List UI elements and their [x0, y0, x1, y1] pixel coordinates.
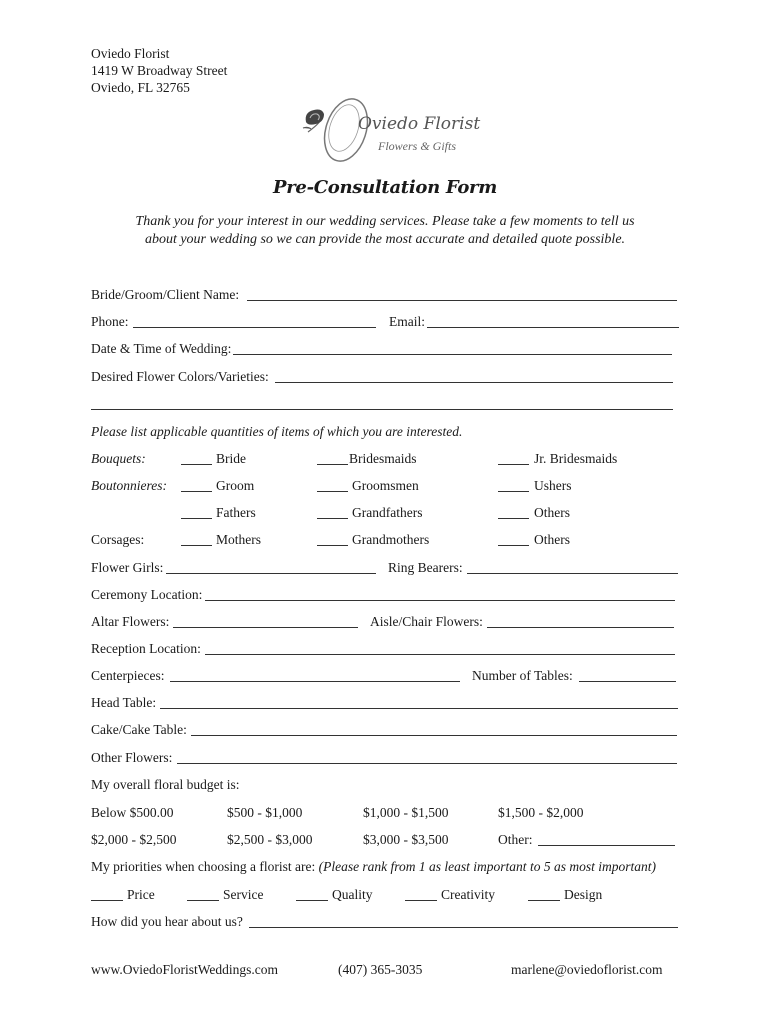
groom-label: Groom: [216, 478, 255, 493]
mothers-label: Mothers: [216, 532, 261, 547]
name-field[interactable]: [247, 300, 677, 301]
intro-line-2: about your wedding so we can provide the most accurate and detailed quote possible.: [144, 232, 626, 247]
hear-field[interactable]: [249, 927, 678, 928]
reception-label: Reception Location:: [91, 641, 201, 656]
other-flowers-label: Other Flowers:: [91, 750, 173, 765]
budget-other-field[interactable]: [538, 845, 675, 846]
footer-website[interactable]: www.OviedoFloristWeddings.com: [91, 962, 279, 977]
bridesmaids-label: Bridesmaids: [349, 451, 417, 466]
others-1-qty-field[interactable]: [498, 518, 529, 519]
service-rank-field[interactable]: [187, 900, 219, 901]
groomsmen-qty-field[interactable]: [317, 491, 348, 492]
date-label: Date & Time of Wedding:: [91, 341, 232, 356]
priority-price-label: Price: [127, 887, 155, 902]
ring-bearers-label: Ring Bearers:: [388, 560, 463, 575]
quality-rank-field[interactable]: [296, 900, 328, 901]
budget-option[interactable]: $2,500 - $3,000: [227, 832, 313, 847]
colors-field[interactable]: [275, 382, 673, 383]
priorities-note: (Please rank from 1 as least important to 5 as most important): [318, 859, 656, 874]
phone-label: Phone:: [91, 314, 129, 329]
others-2-qty-field[interactable]: [498, 545, 529, 546]
date-field[interactable]: [233, 354, 672, 355]
bridesmaids-qty-field[interactable]: [317, 464, 348, 465]
phone-field[interactable]: [133, 327, 376, 328]
tables-label: Number of Tables:: [472, 668, 573, 683]
centerpieces-label: Centerpieces:: [91, 668, 165, 683]
email-label: Email:: [389, 314, 425, 329]
groom-qty-field[interactable]: [181, 491, 212, 492]
budget-option[interactable]: $3,000 - $3,500: [363, 832, 449, 847]
ushers-label: Ushers: [534, 478, 572, 493]
name-label: Bride/Groom/Client Name:: [91, 287, 240, 302]
grandmothers-qty-field[interactable]: [317, 545, 348, 546]
street-address: 1419 W Broadway Street: [91, 63, 228, 78]
flower-girls-label: Flower Girls:: [91, 560, 164, 575]
aisle-field[interactable]: [487, 627, 674, 628]
ushers-qty-field[interactable]: [498, 491, 529, 492]
bride-label: Bride: [216, 451, 246, 466]
rose-icon: [303, 110, 324, 133]
budget-option[interactable]: $1,500 - $2,000: [498, 805, 584, 820]
creativity-rank-field[interactable]: [405, 900, 437, 901]
cake-field[interactable]: [191, 735, 677, 736]
budget-other-label: Other:: [498, 832, 533, 847]
priority-service-label: Service: [223, 887, 264, 902]
others-2-label: Others: [534, 532, 570, 547]
head-table-field[interactable]: [160, 708, 678, 709]
design-rank-field[interactable]: [528, 900, 560, 901]
colors-label: Desired Flower Colors/Varieties:: [91, 369, 269, 384]
budget-option[interactable]: $1,000 - $1,500: [363, 805, 449, 820]
footer-email[interactable]: marlene@oviedoflorist.com: [511, 962, 663, 977]
mothers-qty-field[interactable]: [181, 545, 212, 546]
priority-design-label: Design: [564, 887, 603, 902]
flower-girls-field[interactable]: [166, 573, 376, 574]
altar-field[interactable]: [173, 627, 358, 628]
logo: [300, 90, 481, 165]
logo-main-text: Oviedo Florist: [358, 114, 481, 134]
boutonnieres-label: Boutonnieres:: [91, 478, 167, 493]
priorities-label-text: My priorities when choosing a florist are:: [91, 859, 316, 874]
aisle-label: Aisle/Chair Flowers:: [370, 614, 483, 629]
logo-sub-text: Flowers & Gifts: [378, 139, 457, 153]
budget-label: My overall floral budget is:: [91, 777, 240, 792]
ceremony-label: Ceremony Location:: [91, 587, 203, 602]
intro-line-1: Thank you for your interest in our wedding services. Please take a few moments to tell us: [135, 214, 635, 229]
grandfathers-label: Grandfathers: [352, 505, 423, 520]
hear-label: How did you hear about us?: [91, 914, 243, 929]
ceremony-field[interactable]: [205, 600, 675, 601]
budget-option[interactable]: $500 - $1,000: [227, 805, 303, 820]
price-rank-field[interactable]: [91, 900, 123, 901]
corsages-label: Corsages:: [91, 532, 145, 547]
centerpieces-field[interactable]: [170, 681, 460, 682]
footer-phone[interactable]: (407) 365-3035: [338, 962, 423, 977]
groomsmen-label: Groomsmen: [352, 478, 419, 493]
jr-bridesmaids-label: Jr. Bridesmaids: [534, 451, 618, 466]
bouquets-label: Bouquets:: [91, 451, 146, 466]
fathers-label: Fathers: [216, 505, 256, 520]
tables-field[interactable]: [579, 681, 676, 682]
priority-creativity-label: Creativity: [441, 887, 495, 902]
altar-label: Altar Flowers:: [91, 614, 170, 629]
jr-bridesmaids-qty-field[interactable]: [498, 464, 529, 465]
form-title: Pre-Consultation Form: [273, 177, 497, 198]
priority-quality-label: Quality: [332, 887, 373, 902]
reception-field[interactable]: [205, 654, 675, 655]
grandmothers-label: Grandmothers: [352, 532, 430, 547]
city-state-zip: Oviedo, FL 32765: [91, 80, 190, 95]
ring-bearers-field[interactable]: [467, 573, 678, 574]
grandfathers-qty-field[interactable]: [317, 518, 348, 519]
email-field[interactable]: [427, 327, 679, 328]
other-flowers-field[interactable]: [177, 763, 677, 764]
budget-option[interactable]: $2,000 - $2,500: [91, 832, 177, 847]
head-table-label: Head Table:: [91, 695, 157, 710]
business-name: Oviedo Florist: [91, 46, 170, 61]
budget-option[interactable]: Below $500.00: [91, 805, 174, 820]
colors-field-line-2[interactable]: [91, 409, 673, 410]
others-1-label: Others: [534, 505, 570, 520]
bride-qty-field[interactable]: [181, 464, 212, 465]
quantities-prompt: Please list applicable quantities of items of which you are interested.: [91, 424, 463, 439]
cake-label: Cake/Cake Table:: [91, 722, 187, 737]
priorities-label: [91, 859, 656, 875]
fathers-qty-field[interactable]: [181, 518, 212, 519]
